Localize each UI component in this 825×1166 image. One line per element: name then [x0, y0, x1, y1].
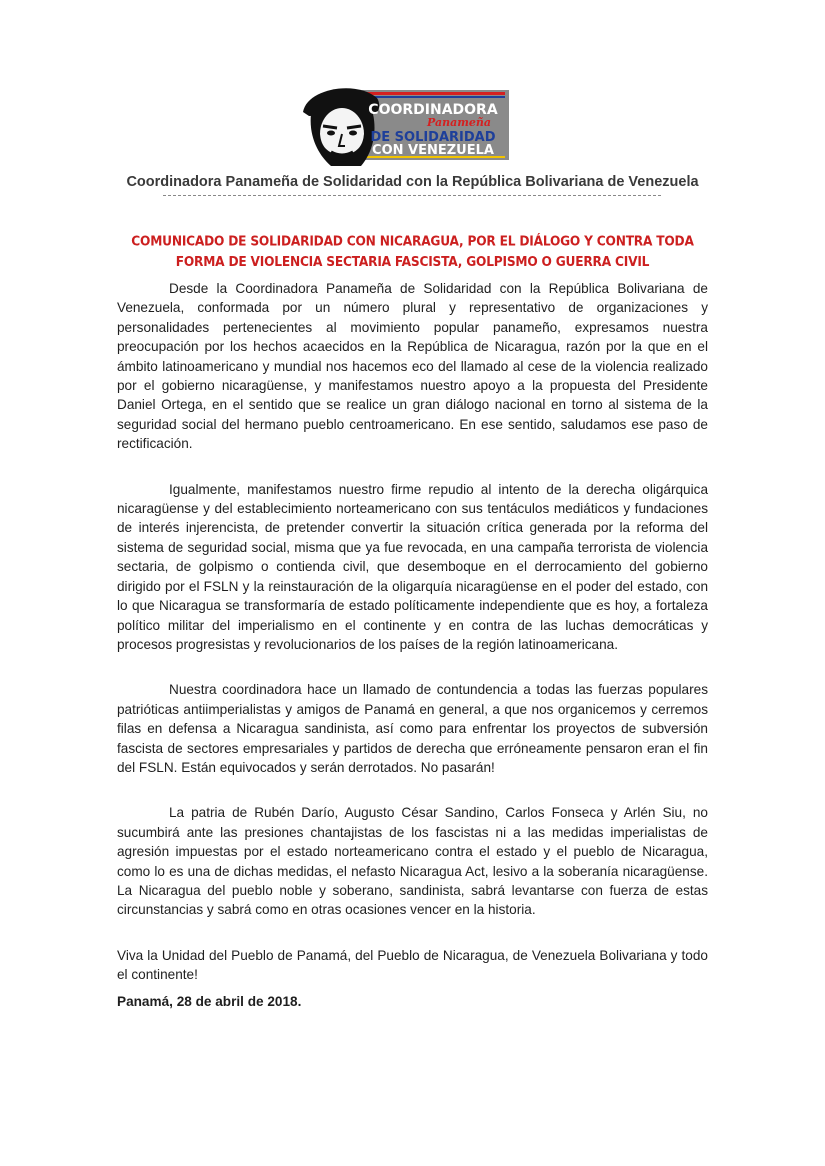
- logo-line-3: DE SOLIDARIDAD: [370, 130, 496, 145]
- closing-paragraph: Viva la Unidad del Pueblo de Panamá, del Pueblo de Nicaragua, de Venezuela Bolivariana y todo el continente!: [117, 947, 708, 983]
- communique-title: COMUNICADO DE SOLIDARIDAD CON NICARAGUA, POR EL DIÁLOGO Y CONTRA TODA FORMA DE VIOLENCIA SECTARIA FASCISTA, GOLPISMO O GUERRA CIVIL: [131, 233, 694, 270]
- logo-line-4: CON VENEZUELA: [372, 143, 494, 158]
- logo-line-2: Panameña: [427, 116, 491, 129]
- portrait-icon: [303, 88, 379, 166]
- logo-line-1: COORDINADORA: [368, 102, 498, 118]
- paragraph: La patria de Rubén Darío, Augusto César Sandino, Carlos Fonseca y Arlén Siu, no sucumbirá ante las presiones chantajistas de los fascistas ni a las medidas imperialistas de agresión impuestas por el estado norteamericano contra el estado y el pueblo de Nicaragua, como lo es una de dichas medidas, el nefasto Nicaragua Act, lesivo a la soberanía nicaragüense. La Nicaragua del pueblo noble y soberano, sandinista, sabrá levantarse con fuerza de estas circunstancias y sabrá como en otras ocasiones vencer en la historia.: [117, 805, 708, 918]
- paragraph: Nuestra coordinadora hace un llamado de contundencia a todas las fuerzas populares patrióticas antiimperialistas y amigos de Panamá en general, a que nos organicemos y cerremos filas en defensa a Nicaragua sandinista, así como para enfrentar los proyectos de subversión fascista de sectores empresariales y partidos de derecha que erróneamente pensaron eran el fin del FSLN. Están equivocados y serán derrotados. No pasarán!: [117, 682, 708, 775]
- communique-body: [117, 279, 708, 1011]
- logo-red-stripe: [363, 92, 505, 95]
- paragraph: Igualmente, manifestamos nuestro firme repudio al intento de la derecha oligárquica nicaragüense y del establecimiento norteamericano con sus tentáculos mediáticos y fundaciones de interés injerencista, de pretender convertir la situación crítica generada por la reforma del sistema de seguridad social, misma que ya fue revocada, en una campaña terrorista de violencia sectaria, de golpismo o contienda civil, que desemboque en el derrocamiento del gobierno dirigido por el FSLN y la reinstauración de la oligarquía nicaragüense en el poder del estado, con lo que Nicaragua se transformaría de estado políticamente independiente que es hoy, a fortaleza político militar del imperialismo en el continente y en contra de las luchas democráticas y procesos progresistas y revolucionarios de los países de la región latinoamericana.: [117, 481, 708, 652]
- logo-blue-stripe: [363, 96, 505, 98]
- header-divider: [163, 195, 661, 196]
- paragraph: Desde la Coordinadora Panameña de Solidaridad con la República Bolivariana de Venezuela, conformada por un número plural y representativo de organizaciones y personalidades pertenecientes al movimiento popular panameño, expresamos nuestra preocupación por los hechos acaecidos en la República de Nicaragua, razón por la que en el ámbito latinoamericano y mundial nos hacemos eco del llamado al cese de la violencia realizado por el gobierno nicaragüense, y manifestamos nuestro apoyo a la propuesta del Presidente Daniel Ortega, en el sentido que se realice un gran diálogo nacional en torno al sistema de la seguridad social del hermano pueblo centroamericano. En ese sentido, saludamos ese paso de rectificación.: [117, 281, 708, 452]
- organization-heading: Coordinadora Panameña de Solidaridad con la República Bolivariana de Venezuela: [126, 174, 699, 190]
- place-and-date: Panamá, 28 de abril de 2018.: [117, 994, 302, 1009]
- organization-logo: [297, 82, 511, 170]
